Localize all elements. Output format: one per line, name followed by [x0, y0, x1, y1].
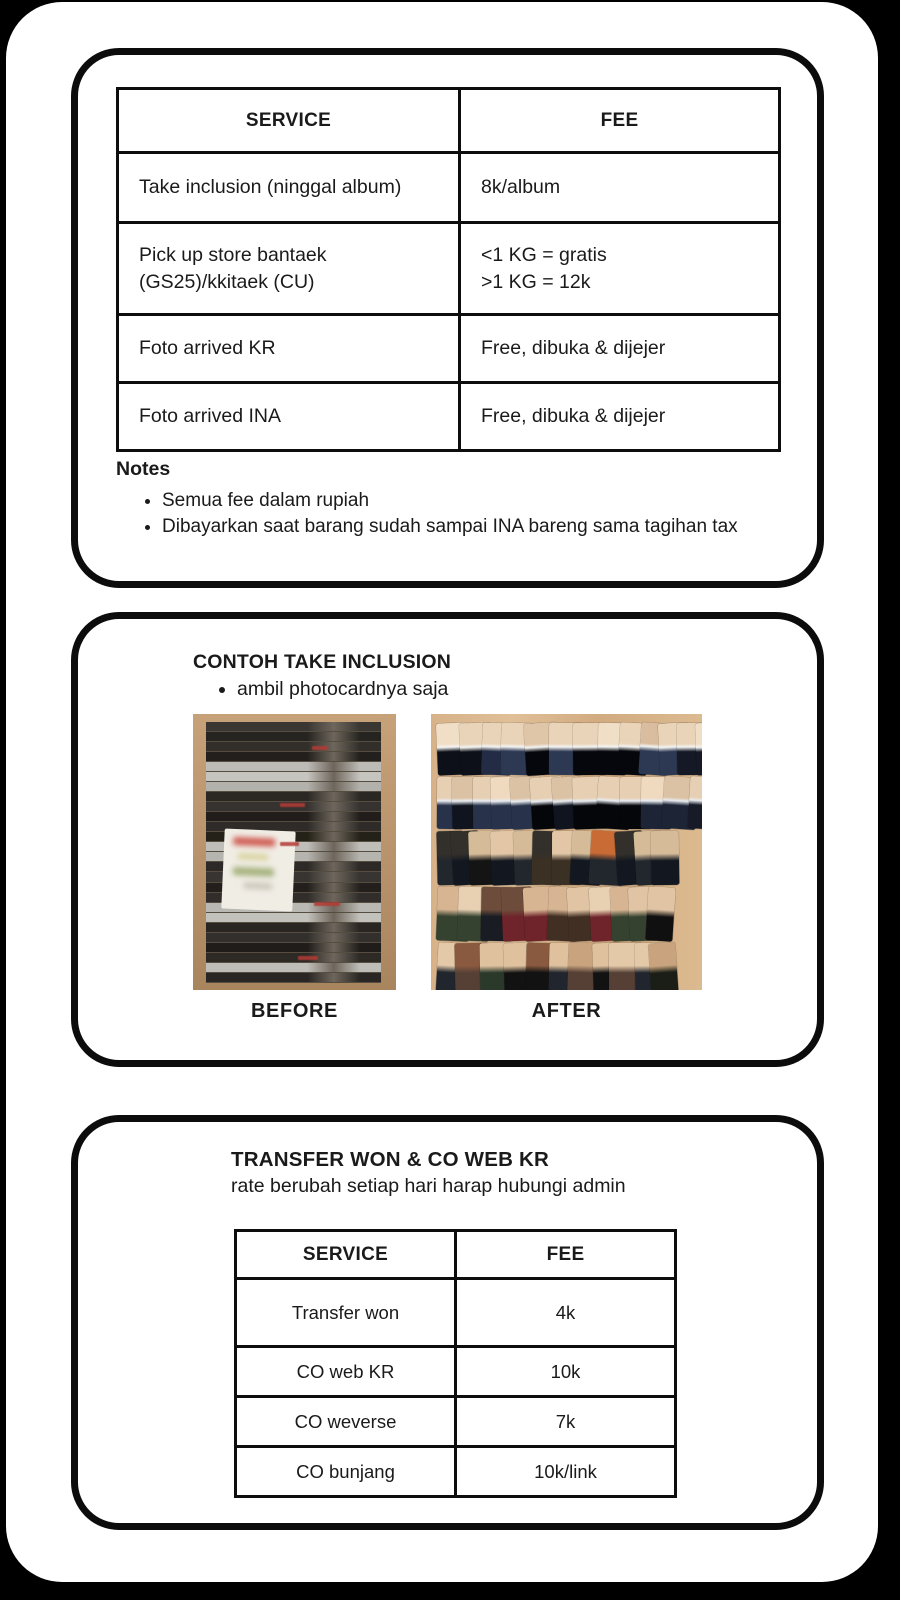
transfer-subtitle: rate berubah setiap hari harap hubungi admin [231, 1175, 626, 1197]
transfer-title: TRANSFER WON & CO WEB KR [231, 1148, 549, 1171]
photocards-image [431, 714, 702, 990]
photocard [651, 831, 680, 885]
contoh-card [71, 612, 824, 1067]
fee-cell [460, 223, 780, 315]
album-spine [206, 933, 381, 942]
transfer-header-fee: FEE [456, 1231, 676, 1279]
spine-marking [280, 842, 298, 846]
photocard-row [437, 831, 696, 885]
note-item: • Semua fee dalam rupiah [162, 488, 796, 513]
fee-text: Free, dibuka & dijejer [481, 337, 666, 359]
album-spine [206, 732, 381, 741]
table-row [236, 1447, 676, 1497]
notes-title: Notes [116, 458, 171, 480]
note-item: • Dibayarkan saat barang sudah sampai INA bareng sama tagihan tax [162, 514, 796, 539]
table-row [118, 153, 780, 223]
after-photo [431, 714, 702, 990]
contoh-header [193, 651, 451, 701]
fee-card [71, 48, 824, 588]
fee-text: >1 KG = 12k [481, 270, 591, 293]
spine-marking [280, 803, 305, 807]
fee-cell: 4k [456, 1279, 676, 1347]
fee-cell: 10k [456, 1347, 676, 1397]
service-cell [118, 153, 460, 223]
service-cell: CO web KR [236, 1347, 456, 1397]
album-spine [206, 953, 381, 962]
contoh-title: CONTOH TAKE INCLUSION [193, 651, 452, 673]
album-spine [206, 973, 381, 982]
label-smudge [233, 867, 274, 876]
fee-cell: 10k/link [456, 1447, 676, 1497]
fee-text: <1 KG = gratis [481, 243, 607, 266]
label-smudge [238, 853, 269, 861]
spine-marking [298, 956, 317, 960]
album-spine [206, 923, 381, 932]
photocard [695, 723, 702, 776]
fee-table-header-row [118, 89, 780, 153]
label-smudge [233, 837, 276, 847]
album-spine [206, 913, 381, 922]
fee-cell: 7k [456, 1397, 676, 1447]
album-spine [206, 772, 381, 781]
notes [116, 458, 796, 540]
table-row [118, 223, 780, 315]
service-text: Foto arrived INA [139, 405, 281, 427]
before-photo [193, 714, 396, 990]
album-spine [206, 792, 381, 801]
table-row [236, 1397, 676, 1447]
album-spine [206, 752, 381, 761]
photocard-row [437, 943, 696, 990]
sheet [6, 2, 878, 1582]
table-row [236, 1279, 676, 1347]
fee-text: Free, dibuka & dijejer [481, 405, 666, 427]
transfer-table [234, 1229, 677, 1498]
label-smudge [244, 882, 273, 890]
album-spine [206, 762, 381, 771]
photocard [645, 886, 675, 942]
fee-table [116, 87, 781, 452]
fee-cell [460, 153, 780, 223]
photocard-row [437, 723, 696, 775]
album-spine [206, 782, 381, 791]
table-row [118, 315, 780, 383]
fee-table-header-fee: FEE [460, 89, 780, 153]
album-spine [206, 963, 381, 972]
service-text: Pick up store bantaek [139, 243, 327, 266]
fee-cell [460, 315, 780, 383]
service-cell: CO bunjang [236, 1447, 456, 1497]
spine-marking [312, 746, 329, 750]
album-spine [206, 722, 381, 731]
service-text: (GS25)/kkitaek (CU) [139, 270, 315, 293]
transfer-header [231, 1148, 626, 1198]
photocard-row [437, 887, 696, 941]
transfer-header-service: SERVICE [236, 1231, 456, 1279]
service-text: Foto arrived KR [139, 337, 276, 359]
shipping-label [222, 828, 296, 911]
service-text: Take inclusion (ninggal album) [139, 176, 402, 198]
transfer-table-header-row [236, 1231, 676, 1279]
after-label: AFTER [531, 1000, 602, 1022]
contoh-list [193, 678, 451, 701]
photocard [687, 776, 702, 830]
table-row [118, 383, 780, 451]
service-cell [118, 383, 460, 451]
album-spine [206, 742, 381, 751]
notes-list [116, 488, 796, 539]
service-cell [118, 315, 460, 383]
fee-table-header-service: SERVICE [118, 89, 460, 153]
album-box-image [193, 714, 396, 990]
photocard-row [437, 777, 696, 829]
album-spine [206, 812, 381, 821]
transfer-card [71, 1115, 824, 1530]
table-row [236, 1347, 676, 1397]
service-cell: CO weverse [236, 1397, 456, 1447]
service-cell [118, 223, 460, 315]
photocard [648, 942, 679, 990]
contoh-bullet: • ambil photocardnya saja [237, 678, 451, 701]
before-label: BEFORE [251, 1000, 338, 1022]
fee-text: 8k/album [481, 176, 561, 198]
album-spine [206, 943, 381, 952]
spine-marking [314, 902, 340, 906]
fee-cell [460, 383, 780, 451]
service-cell: Transfer won [236, 1279, 456, 1347]
